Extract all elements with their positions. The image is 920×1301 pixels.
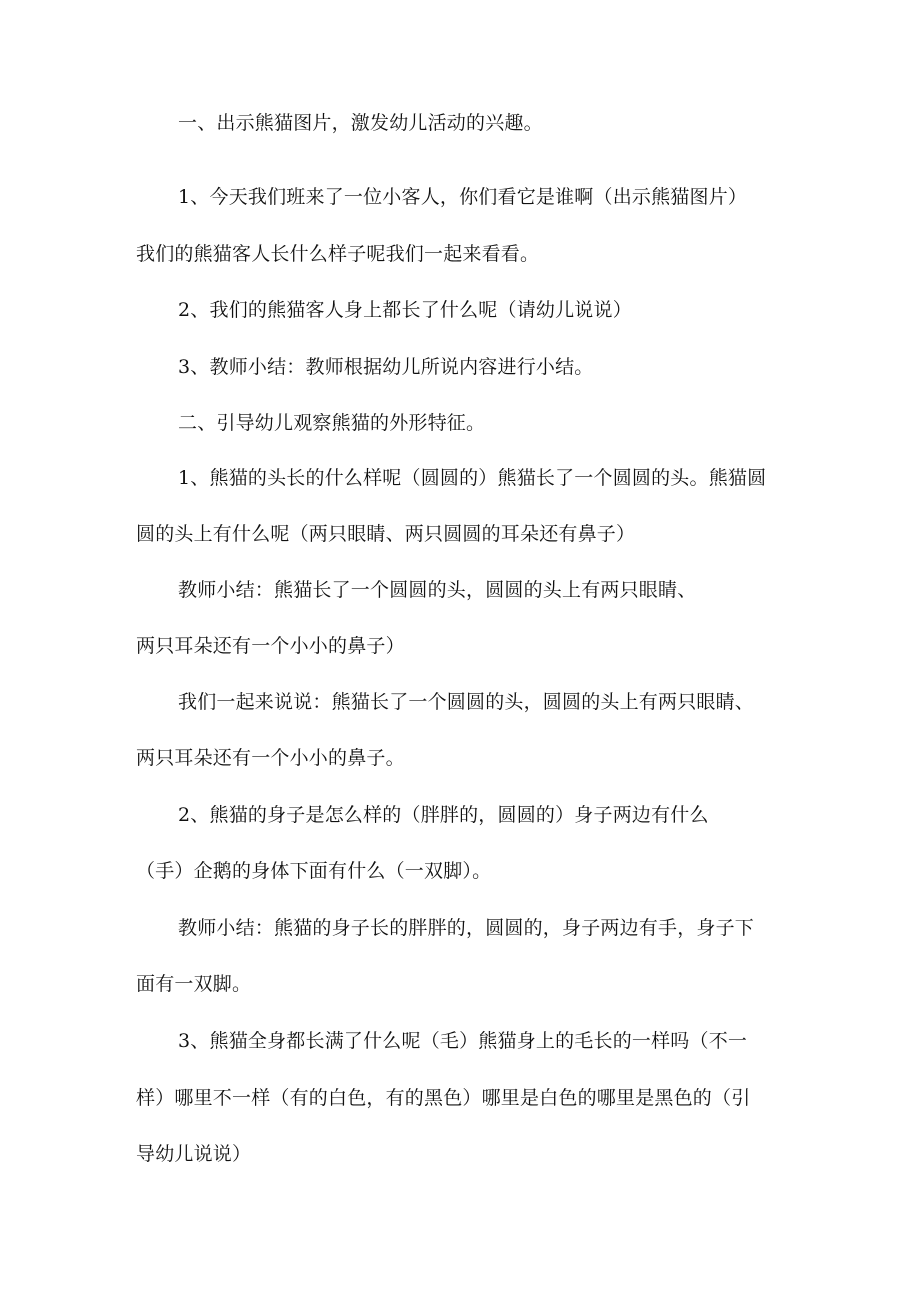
paragraph-line: 面有一双脚。 bbox=[136, 973, 252, 995]
paragraph-line: 教师小结：熊猫的身子长的胖胖的，圆圆的，身子两边有手，身子下 bbox=[178, 917, 755, 939]
paragraph-line: 两只耳朵还有一个小小的鼻子） bbox=[136, 635, 405, 657]
paragraph-line: 两只耳朵还有一个小小的鼻子。 bbox=[136, 747, 405, 769]
paragraph-line: 我们的熊猫客人长什么样子呢我们一起来看看。 bbox=[136, 243, 540, 265]
paragraph-line: 3、熊猫全身都长满了什么呢（毛）熊猫身上的毛长的一样吗（不一 bbox=[178, 1030, 748, 1052]
paragraph-line: 教师小结：熊猫长了一个圆圆的头，圆圆的头上有两只眼睛、 bbox=[178, 579, 697, 601]
paragraph-line: 1、熊猫的头长的什么样呢（圆圆的）熊猫长了一个圆圆的头。熊猫圆 bbox=[178, 467, 767, 489]
paragraph-line: 3、教师小结：教师根据幼儿所说内容进行小结。 bbox=[178, 356, 594, 378]
section-heading-2: 二、引导幼儿观察熊猫的外形特征。 bbox=[178, 412, 486, 434]
paragraph-line: 我们一起来说说：熊猫长了一个圆圆的头，圆圆的头上有两只眼睛、 bbox=[178, 691, 755, 713]
paragraph-line: 导幼儿说说） bbox=[136, 1143, 252, 1165]
paragraph-line: 2、我们的熊猫客人身上都长了什么呢（请幼儿说说） bbox=[178, 299, 632, 321]
paragraph-line: 样）哪里不一样（有的白色，有的黑色）哪里是白色的哪里是黑色的（引 bbox=[136, 1087, 751, 1109]
paragraph-line: 1、今天我们班来了一位小客人，你们看它是谁啊（出示熊猫图片） bbox=[178, 186, 748, 208]
paragraph-line: （手）企鹅的身体下面有什么（一双脚）。 bbox=[136, 860, 492, 882]
paragraph-line: 2、熊猫的身子是怎么样的（胖胖的，圆圆的）身子两边有什么 bbox=[178, 804, 709, 826]
section-heading-1: 一、出示熊猫图片，激发幼儿活动的兴趣。 bbox=[178, 112, 543, 134]
paragraph-line: 圆的头上有什么呢（两只眼睛、两只圆圆的耳朵还有鼻子） bbox=[136, 523, 636, 545]
